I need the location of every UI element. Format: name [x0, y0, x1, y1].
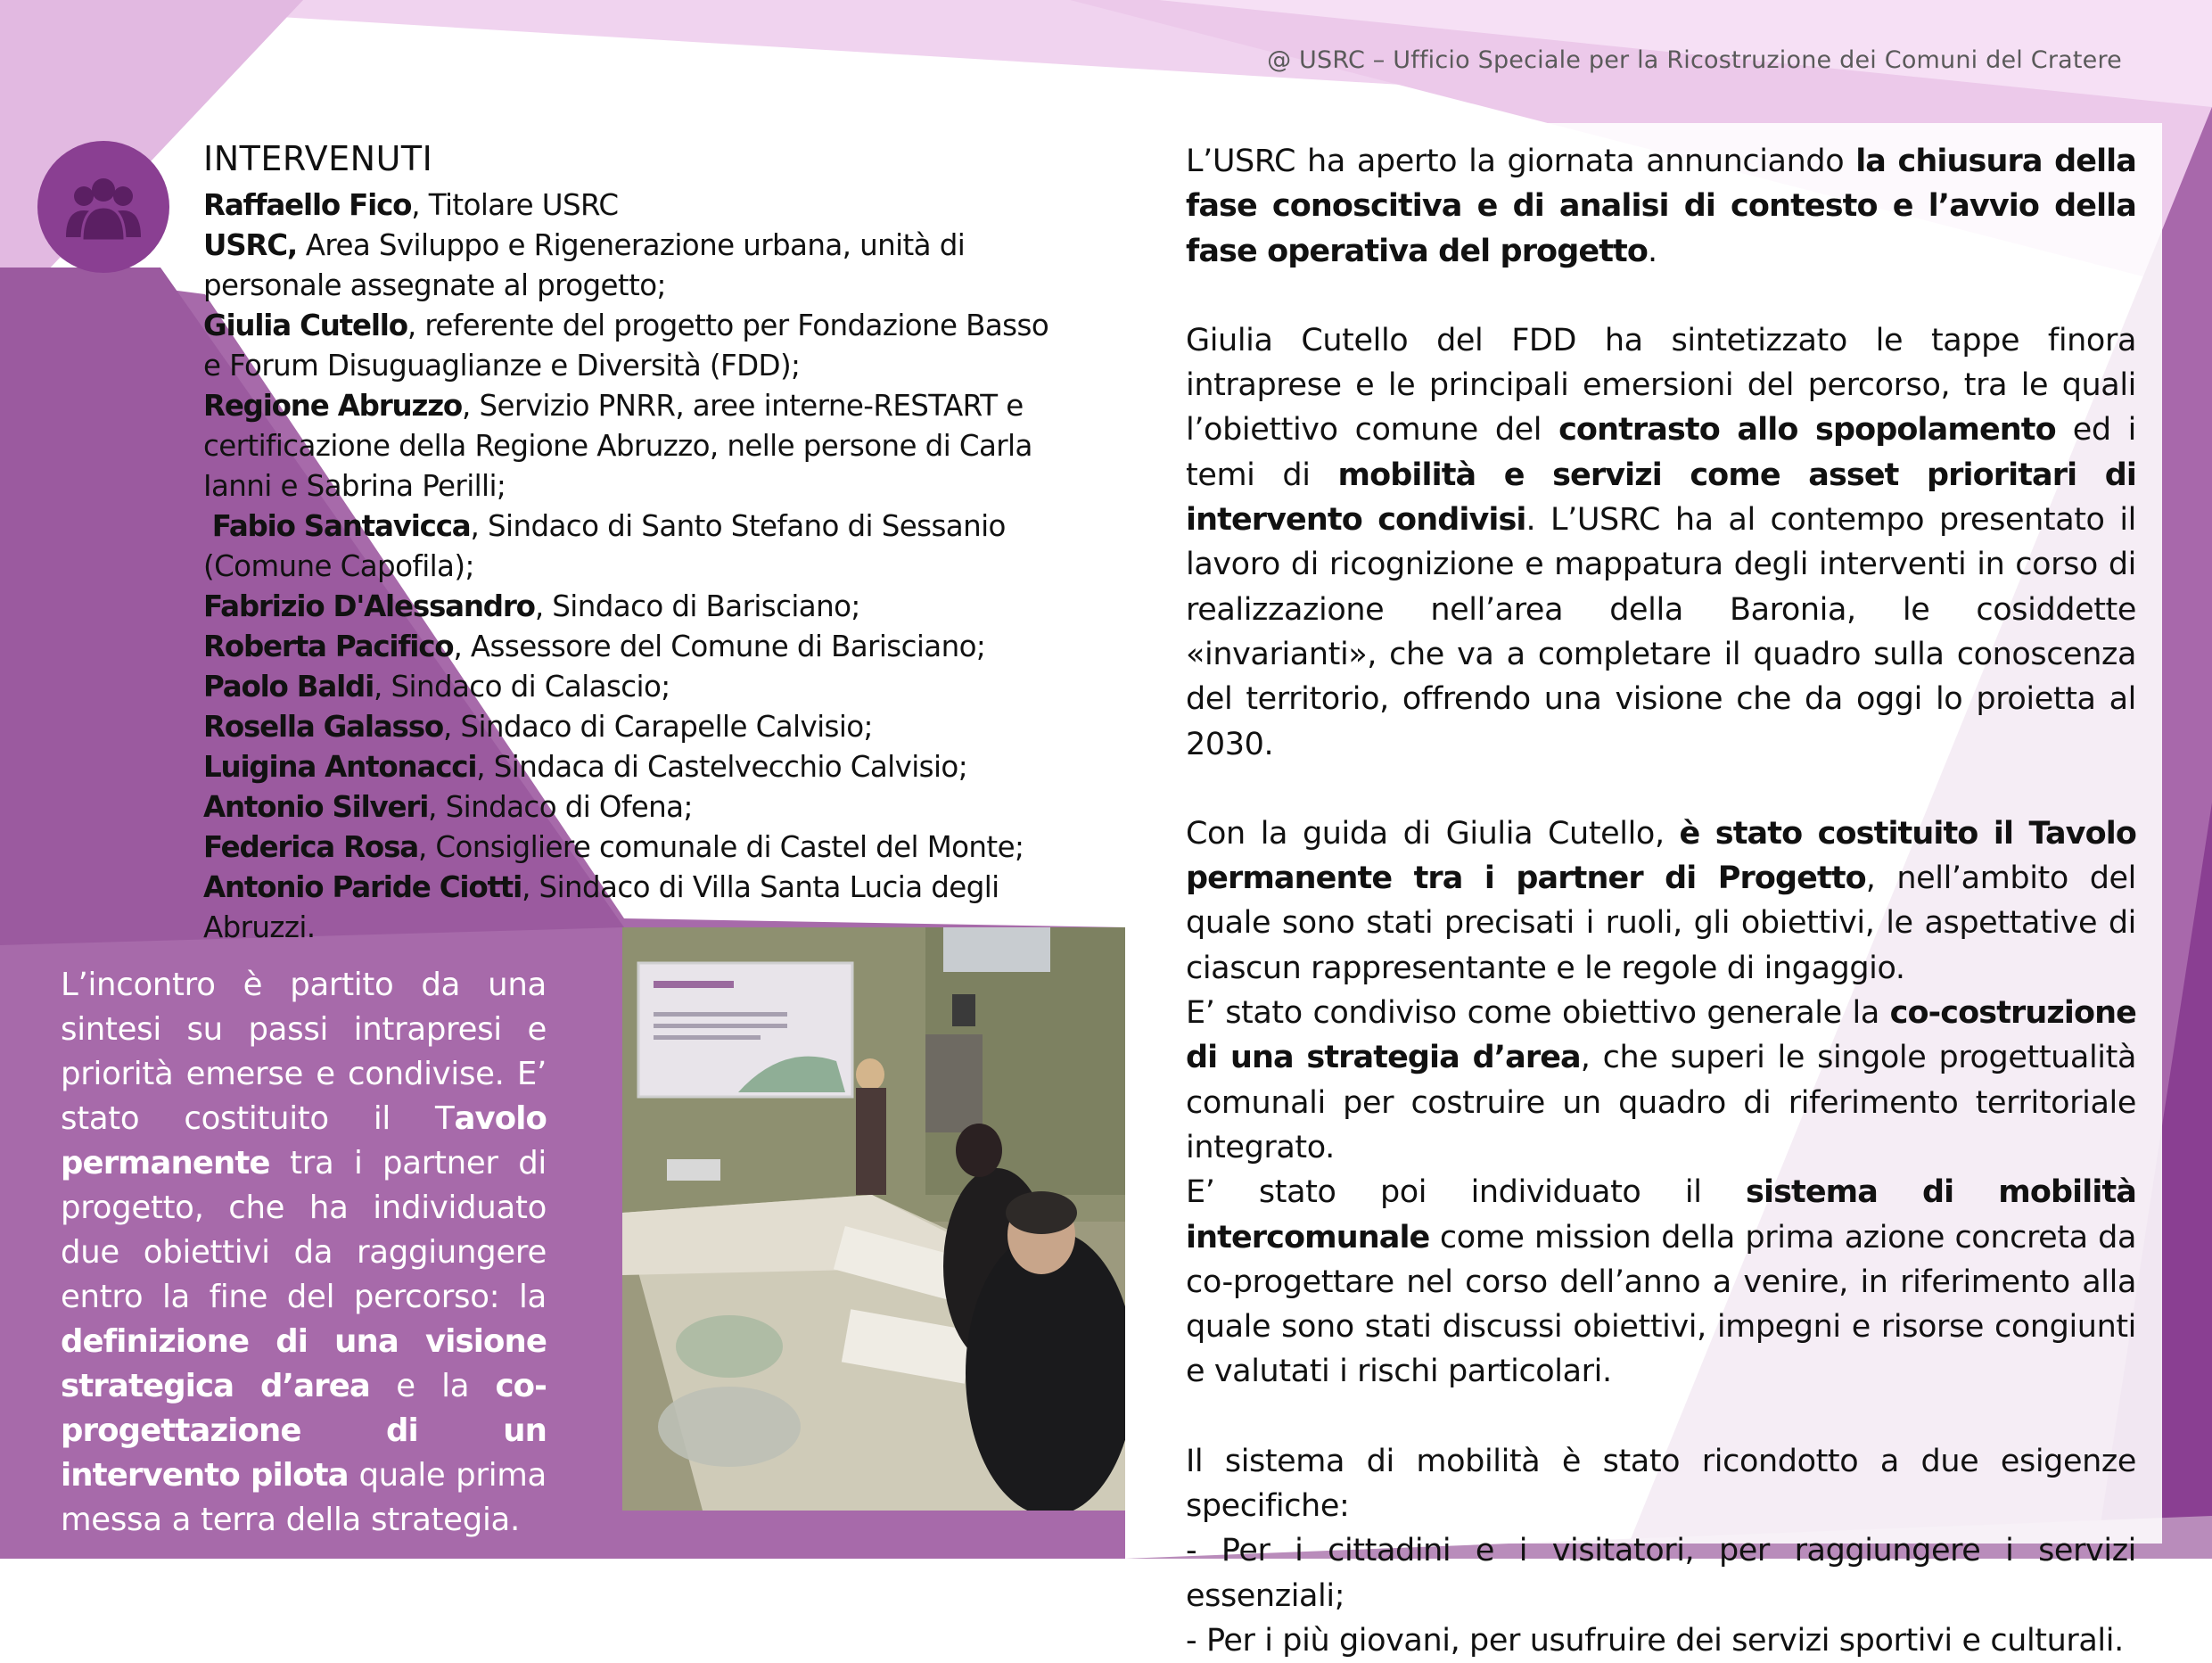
participant-item: Luigina Antonacci, Sindaca di Castelvecchio Calvisio; — [203, 750, 968, 784]
participant-item: Fabrizio D'Alessandro, Sindaco di Barisciano; — [203, 589, 860, 623]
participant-item: Paolo Baldi, Sindaco di Calascio; — [203, 670, 670, 704]
meeting-summary: L’incontro è partito da una sintesi su passi intrapresi e priorità emerse e condivise. E’ stato costituito il Tavolo permanente tra i partner di progetto, che ha individuato due obiettivi da raggiungere entro la fine del percorso: la definizione di una visione strategica d’area e la co-progettazione di un intervento pilota quale prima messa a terra della strategia. — [61, 967, 547, 1538]
participant-item: Rosella Galasso, Sindaco di Carapelle Calvisio; — [203, 710, 873, 744]
meeting-photo — [622, 927, 1125, 1511]
paragraph-tavolo: Con la guida di Giulia Cutello, è stato costituito il Tavolo permanente tra i partner di Progetto, nell’ambito del quale sono stati precisati i ruoli, gli obiettivi, le aspettative di ciascun rappresentante e le regole di ingaggio. — [1186, 815, 2136, 986]
participant-item: Fabio Santavicca, Sindaco di Santo Stefano di Sessanio (Comune Capofila); — [203, 509, 1006, 583]
header-source: @ USRC – Ufficio Speciale per la Ricostruzione dei Comuni del Cratere — [1267, 46, 2122, 74]
participant-item: Regione Abruzzo, Servizio PNRR, aree interne-RESTART e certificazione della Regione Abruzzo, nelle persone di Carla Ianni e Sabrina Perilli; — [203, 389, 1032, 503]
participant-item: Giulia Cutello, referente del progetto per Fondazione Basso e Forum Disuguaglianze e Diversità (FDD); — [203, 309, 1049, 383]
right-column-text — [1186, 139, 2136, 1663]
participant-item: Federica Rosa, Consigliere comunale di Castel del Monte; — [203, 830, 1024, 864]
paragraph-esigenze: Il sistema di mobilità è stato ricondotto a due esigenze specifiche: — [1186, 1443, 2136, 1525]
interventi-title: INTERVENUTI — [203, 139, 433, 178]
paragraph-opening: L’USRC ha aperto la giornata annunciando la chiusura della fase conoscitiva e di analisi di contesto e l’avvio della fase operativa del progetto. — [1186, 144, 2136, 269]
participant-item: Raffaello Fico, Titolare USRC — [203, 188, 619, 222]
paragraph-strategia: E’ stato condiviso come obiettivo generale la co-costruzione di una strategia d’area, che superi le singole progettualità comunali per costruire un quadro di riferimento territoriale integrato. — [1186, 995, 2136, 1165]
bullet-item: - Per i più giovani, per usufruire dei servizi sportivi e culturali. — [1186, 1622, 2124, 1659]
participant-item: Antonio Silveri, Sindaco di Ofena; — [203, 790, 693, 824]
participant-item: USRC, Area Sviluppo e Rigenerazione urbana, unità di personale assegnate al progetto; — [203, 228, 966, 302]
people-group-icon — [37, 141, 169, 273]
participant-item: Antonio Paride Ciotti, Sindaco di Villa Santa Lucia degli Abruzzi. — [203, 870, 999, 944]
paragraph-cutello: Giulia Cutello del FDD ha sintetizzato le tappe finora intraprese e le principali emersioni del percorso, tra le quali l’obiettivo comune del contrasto allo spopolamento ed i temi di mobilità e servizi come asset prioritari di intervento condivisi. L’USRC ha al contempo presentato il lavoro di ricognizione e mappatura degli interventi in corso di realizzazione nell’area della Baronia, le cosiddette «invarianti», che va a completare il quadro sulla conoscenza del territorio, offrendo una visione che da oggi lo proietta al 2030. — [1186, 322, 2136, 762]
bullet-item: - Per i cittadini e i visitatori, per raggiungere i servizi essenziali; — [1186, 1533, 2136, 1614]
participant-item: Roberta Pacifico, Assessore del Comune di Barisciano; — [203, 630, 986, 663]
paragraph-mobilita: E’ stato poi individuato il sistema di mobilità intercomunale come mission della prima azione concreta da co-progettare nel corso dell’anno a venire, in riferimento alla quale sono stati discussi obiettivi, impegni e risorse congiunti e valutati i rischi particolari. — [1186, 1174, 2137, 1390]
participants-list — [203, 185, 1059, 948]
